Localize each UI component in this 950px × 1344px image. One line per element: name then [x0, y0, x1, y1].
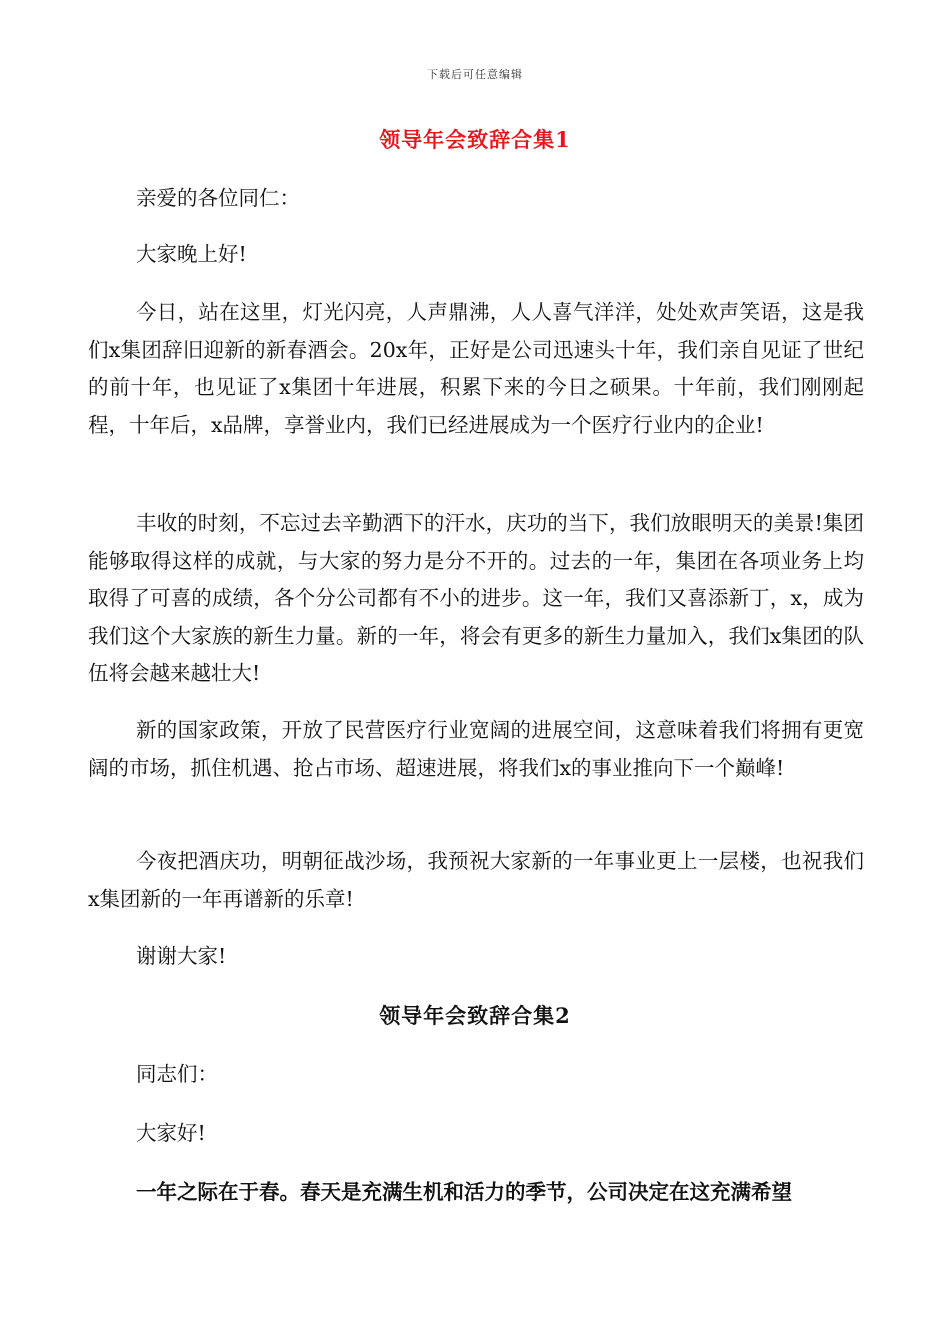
paragraph: 新的国家政策，开放了民营医疗行业宽阔的进展空间，这意味着我们将拥有更宽阔的市场，抓住机遇、抢占市场、超速进展，将我们x的事业推向下一个巅峰! [88, 718, 864, 780]
paragraph: 今夜把酒庆功，明朝征战沙场，我预祝大家新的一年事业更上一层楼，也祝我们x集团新的一年再谱新的乐章! [88, 849, 864, 911]
greeting: 大家好! [136, 1121, 206, 1145]
greeting: 大家晚上好! [136, 242, 247, 266]
section-2-title: 领导年会致辞合集2 [379, 1003, 571, 1028]
section-1-title: 领导年会致辞合集1 [379, 127, 571, 152]
closing: 谢谢大家! [136, 944, 227, 968]
paragraph: 一年之际在于春。春天是充满生机和活力的季节，公司决定在这充满希望 [136, 1180, 792, 1204]
paragraph: 今日，站在这里，灯光闪亮，人声鼎沸，人人喜气洋洋，处处欢声笑语，这是我们x集团辞旧迎新的新春酒会。20x年，正好是公司迅速头十年，我们亲自见证了世纪的前十年，也见证了x集团十年进展，积累下来的今日之硕果。十年前，我们刚刚起程，十年后，x品牌，享誉业内，我们已经进展成为一个医疗行业内的企业! [88, 300, 864, 437]
paragraph: 丰收的时刻，不忘过去辛勤洒下的汗水，庆功的当下，我们放眼明天的美景!集团能够取得这样的成就，与大家的努力是分不开的。过去的一年，集团在各项业务上均取得了可喜的成绩，各个分公司都有不小的进步。这一年，我们又喜添新丁，x，成为我们这个大家族的新生力量。新的一年，将会有更多的新生力量加入，我们x集团的队伍将会越来越壮大! [88, 511, 864, 686]
header-note: 下载后可任意编辑 [427, 68, 523, 81]
salutation: 同志们： [136, 1062, 218, 1086]
salutation: 亲爱的各位同仁： [136, 186, 300, 210]
